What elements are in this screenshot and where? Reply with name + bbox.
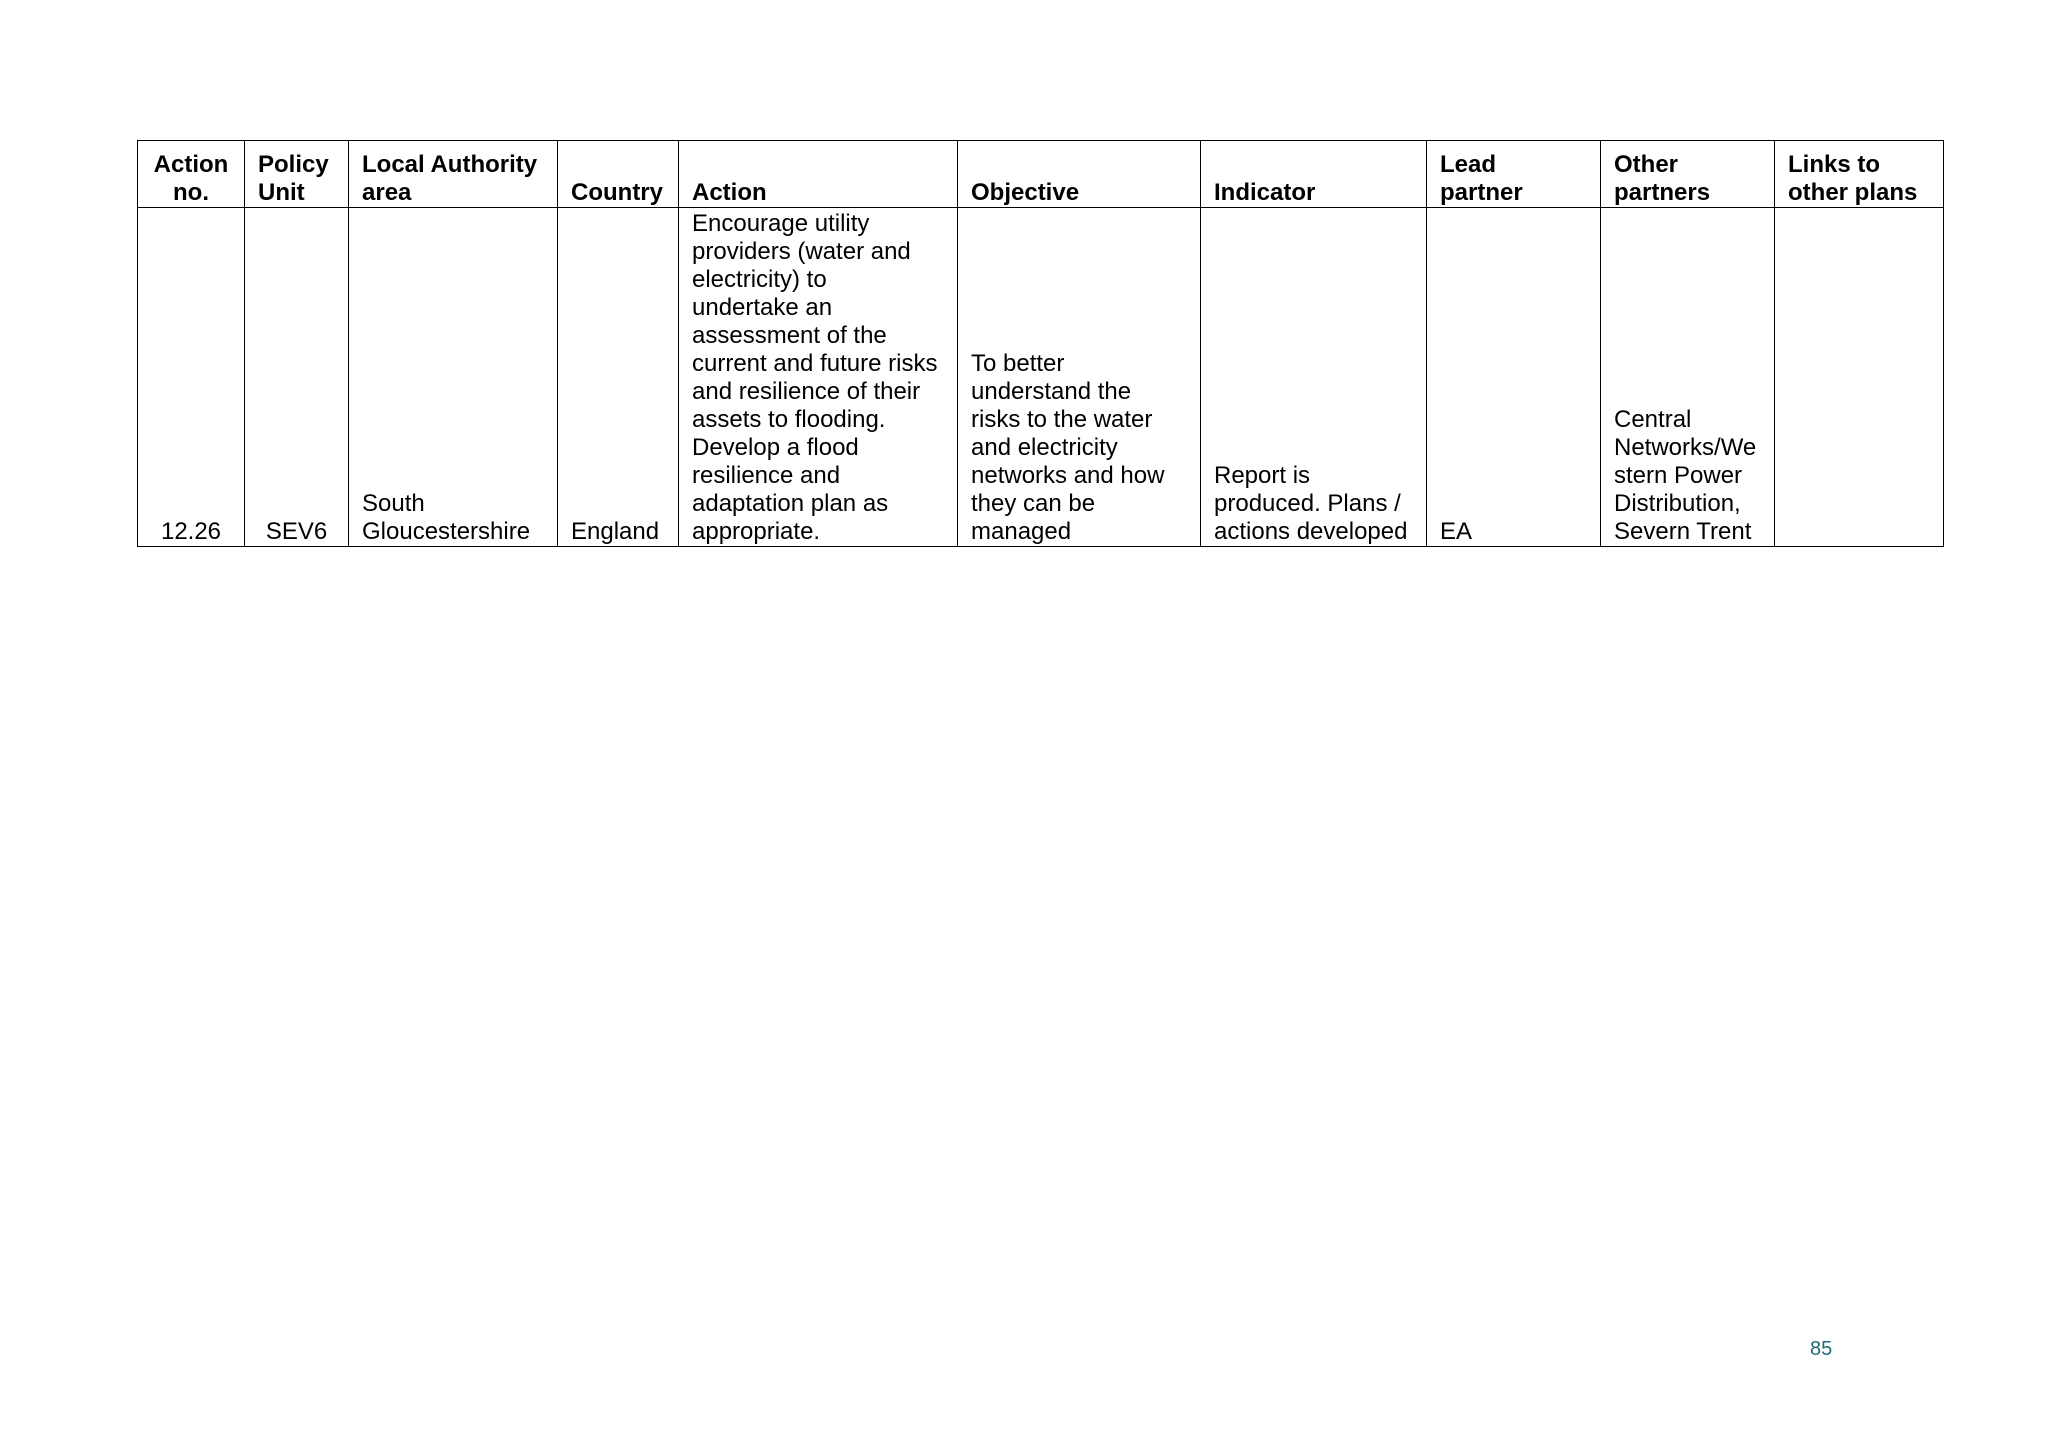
table-header-row xyxy=(138,141,1944,208)
header-policy-unit: Policy Unit xyxy=(245,141,349,208)
header-lead-partner: Lead partner xyxy=(1427,141,1601,208)
cell-indicator: Report is produced. Plans / actions developed xyxy=(1201,208,1427,547)
cell-links-to-other-plans xyxy=(1775,208,1944,547)
header-action-no: Action no. xyxy=(138,141,245,208)
cell-local-authority-area: South Gloucestershire xyxy=(349,208,558,547)
header-indicator: Indicator xyxy=(1201,141,1427,208)
header-links-to-other-plans: Links to other plans xyxy=(1775,141,1944,208)
cell-country: England xyxy=(558,208,679,547)
header-action: Action xyxy=(679,141,958,208)
header-objective: Objective xyxy=(958,141,1201,208)
cell-other-partners: Central Networks/We stern Power Distribution, Severn Trent xyxy=(1601,208,1775,547)
cell-action: Encourage utility providers (water and electricity) to undertake an assessment of the current and future risks and resilience of their assets to flooding. Develop a flood resilience and adaptation plan as appropriate. xyxy=(679,208,958,547)
cell-objective: To better understand the risks to the water and electricity networks and how they can be managed xyxy=(958,208,1201,547)
table-row xyxy=(138,208,1944,547)
cell-lead-partner: EA xyxy=(1427,208,1601,547)
action-plan-table xyxy=(137,140,1944,547)
header-other-partners: Other partners xyxy=(1601,141,1775,208)
header-country: Country xyxy=(558,141,679,208)
cell-action-no: 12.26 xyxy=(138,208,245,547)
header-local-authority-area: Local Authority area xyxy=(349,141,558,208)
cell-policy-unit: SEV6 xyxy=(245,208,349,547)
page-number: 85 xyxy=(1810,1338,1833,1360)
